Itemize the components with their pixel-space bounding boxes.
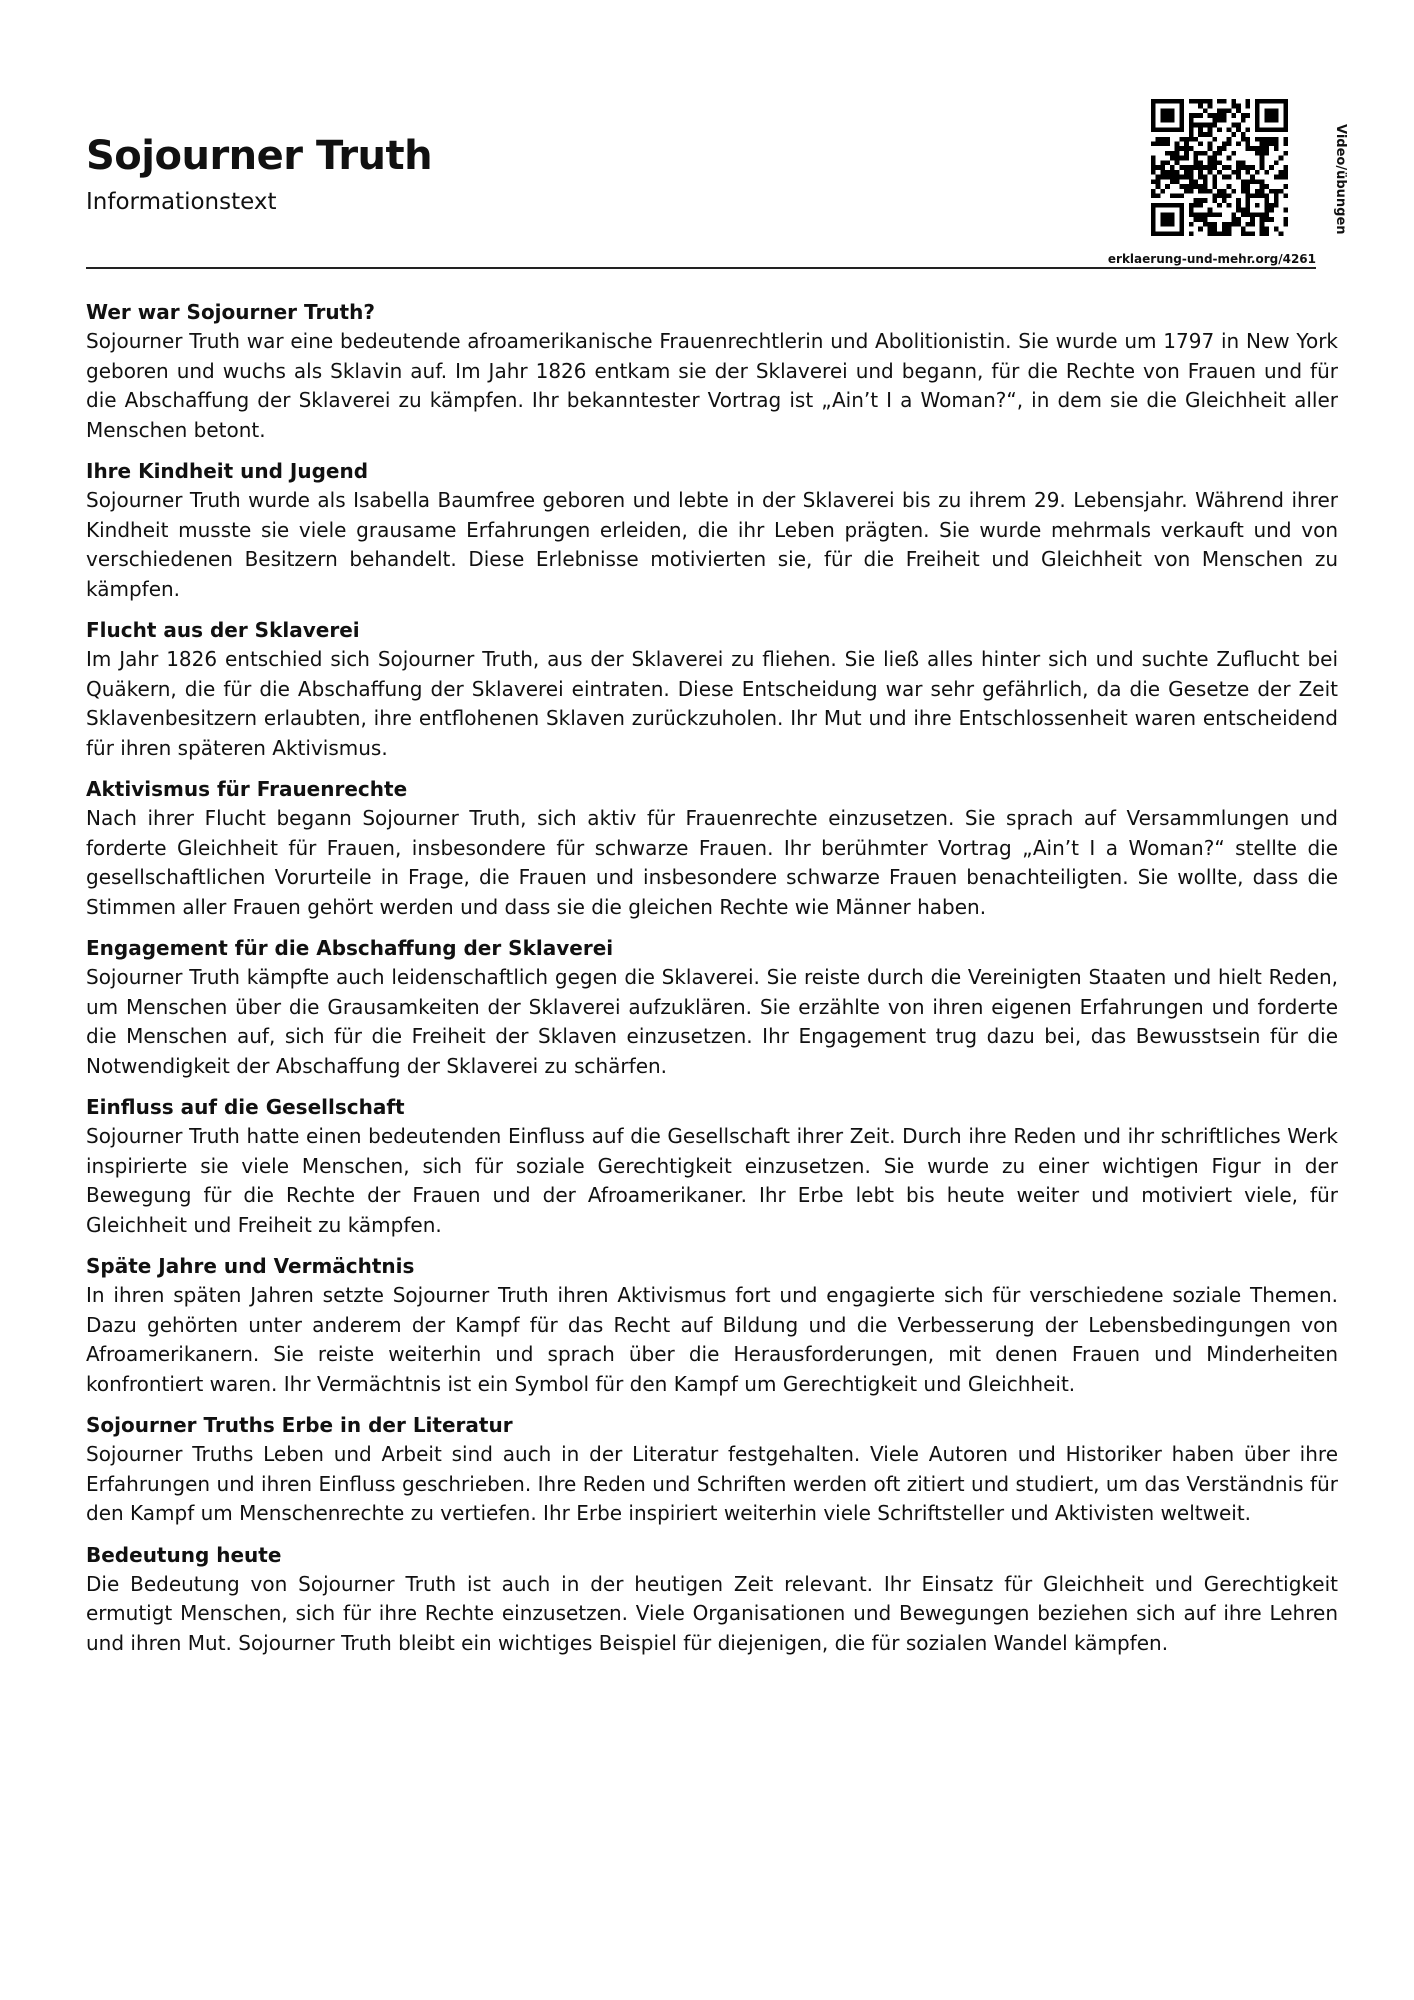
- section-heading: Späte Jahre und Vermächtnis: [86, 1254, 415, 1278]
- qr-code-icon[interactable]: [1151, 99, 1288, 236]
- section-text: Im Jahr 1826 entschied sich Sojourner Truth, aus der Sklaverei zu fliehen. Sie ließ alles hinter sich und suchte Zuflucht bei Quäkern, die für die Abschaffung der Sklaverei eintraten. Diese Entscheidung war sehr gefährlich, da die Gesetze der Zeit Sklavenbesitzern erlaubten, ihre entflohenen Sklaven zurückzuholen. Ihr Mut und ihre Entschlossenheit waren entscheidend für ihren späteren Aktivismus.: [86, 647, 1338, 760]
- section-heading: Wer war Sojourner Truth?: [86, 300, 375, 324]
- section-abolition: [86, 934, 1338, 1081]
- section-heading: Ihre Kindheit und Jugend: [86, 459, 369, 483]
- video-exercises-label: Video/übungen: [1333, 124, 1348, 235]
- page-title: Sojourner Truth: [86, 133, 433, 179]
- section-text: Sojourner Truth hatte einen bedeutenden Einfluss auf die Gesellschaft ihrer Zeit. Durch ihre Reden und ihr schriftliches Werk inspirierte sie viele Menschen, sich für soziale Gerechtigkeit einzusetzen. Sie wurde zu einer wichtigen Figur in der Bewegung für die Rechte der Frauen und der Afroamerikaner. Ihr Erbe lebt bis heute weiter und motiviert viele, für Gleichheit und Freiheit zu kämpfen.: [86, 1124, 1338, 1237]
- section-today: [86, 1541, 1338, 1659]
- section-text: Sojourner Truth wurde als Isabella Baumfree geboren und lebte in der Sklaverei bis zu ihrem 29. Lebensjahr. Während ihrer Kindheit musste sie viele grausame Erfahrungen erleiden, die ihr Leben prägten. Sie wurde mehrmals verkauft und von verschiedenen Besitzern behandelt. Diese Erlebnisse motivierten sie, für die Freiheit und Gleichheit von Menschen zu kämpfen.: [86, 488, 1338, 601]
- source-url[interactable]: erklaerung-und-mehr.org/4261: [1107, 252, 1316, 266]
- section-text: In ihren späten Jahren setzte Sojourner Truth ihren Aktivismus fort und engagierte sich für verschiedene soziale Themen. Dazu gehörten unter anderem der Kampf für das Recht auf Bildung und die Verbesserung der Lebensbedingungen von Afroamerikanern. Sie reiste weiterhin und sprach über die Herausforderungen, mit denen Frauen und Minderheiten konfrontiert waren. Ihr Vermächtnis ist ein Symbol für den Kampf um Gerechtigkeit und Gleichheit.: [86, 1283, 1338, 1396]
- section-heading: Engagement für die Abschaffung der Sklaverei: [86, 936, 614, 960]
- section-who-was: [86, 298, 1338, 445]
- section-heading: Aktivismus für Frauenrechte: [86, 777, 408, 801]
- section-heading: Sojourner Truths Erbe in der Literatur: [86, 1413, 513, 1437]
- page-subtitle: Informationstext: [86, 189, 277, 215]
- section-escape: [86, 616, 1338, 763]
- section-text: Die Bedeutung von Sojourner Truth ist auch in der heutigen Zeit relevant. Ihr Einsatz für Gleichheit und Gerechtigkeit ermutigt Menschen, sich für ihre Rechte einzusetzen. Viele Organisationen und Bewegungen beziehen sich auf ihre Lehren und ihren Mut. Sojourner Truth bleibt ein wichtiges Beispiel für diejenigen, die für sozialen Wandel kämpfen.: [86, 1571, 1338, 1655]
- section-late-years: [86, 1252, 1338, 1399]
- section-text: Sojourner Truth war eine bedeutende afroamerikanische Frauenrechtlerin und Abolitionistin. Sie wurde um 1797 in New York geboren und wuchs als Sklavin auf. Im Jahr 1826 entkam sie der Sklaverei und begann, für die Rechte von Frauen und für die Abschaffung der Sklaverei zu kämpfen. Ihr bekanntester Vortrag ist „Ain’t I a Woman?“, in dem sie die Gleichheit aller Menschen betont.: [86, 329, 1338, 442]
- section-childhood: [86, 457, 1338, 604]
- section-womens-rights: [86, 775, 1338, 922]
- header-divider: [86, 267, 1316, 269]
- section-heading: Bedeutung heute: [86, 1542, 282, 1567]
- section-influence: [86, 1093, 1338, 1240]
- section-text: Sojourner Truths Leben und Arbeit sind auch in der Literatur festgehalten. Viele Autoren und Historiker haben über ihre Erfahrungen und ihren Einfluss geschrieben. Ihre Reden und Schriften werden oft zitiert und studiert, um das Verständnis für den Kampf um Menschenrechte zu vertiefen. Ihr Erbe inspiriert weiterhin viele Schriftsteller und Aktivisten weltweit.: [86, 1442, 1338, 1525]
- section-heading: Einfluss auf die Gesellschaft: [86, 1095, 405, 1119]
- section-heading: Flucht aus der Sklaverei: [86, 618, 360, 642]
- section-text: Sojourner Truth kämpfte auch leidenschaftlich gegen die Sklaverei. Sie reiste durch die Vereinigten Staaten und hielt Reden, um Menschen über die Grausamkeiten der Sklaverei aufzuklären. Sie erzählte von ihren eigenen Erfahrungen und forderte die Menschen auf, sich für die Freiheit der Sklaven einzusetzen. Ihr Engagement trug dazu bei, das Bewusstsein für die Notwendigkeit der Abschaffung der Sklaverei zu schärfen.: [86, 965, 1338, 1078]
- article-body: [86, 298, 1338, 1670]
- section-literature: [86, 1411, 1338, 1529]
- section-text: Nach ihrer Flucht begann Sojourner Truth, sich aktiv für Frauenrechte einzusetzen. Sie sprach auf Versammlungen und forderte Gleichheit für Frauen, insbesondere für schwarze Frauen. Ihr berühmter Vortrag „Ain’t I a Woman?“ stellte die gesellschaftlichen Vorurteile in Frage, die Frauen und insbesondere schwarze Frauen benachteiligten. Sie wollte, dass die Stimmen aller Frauen gehört werden und dass sie die gleichen Rechte wie Männer haben.: [86, 806, 1338, 919]
